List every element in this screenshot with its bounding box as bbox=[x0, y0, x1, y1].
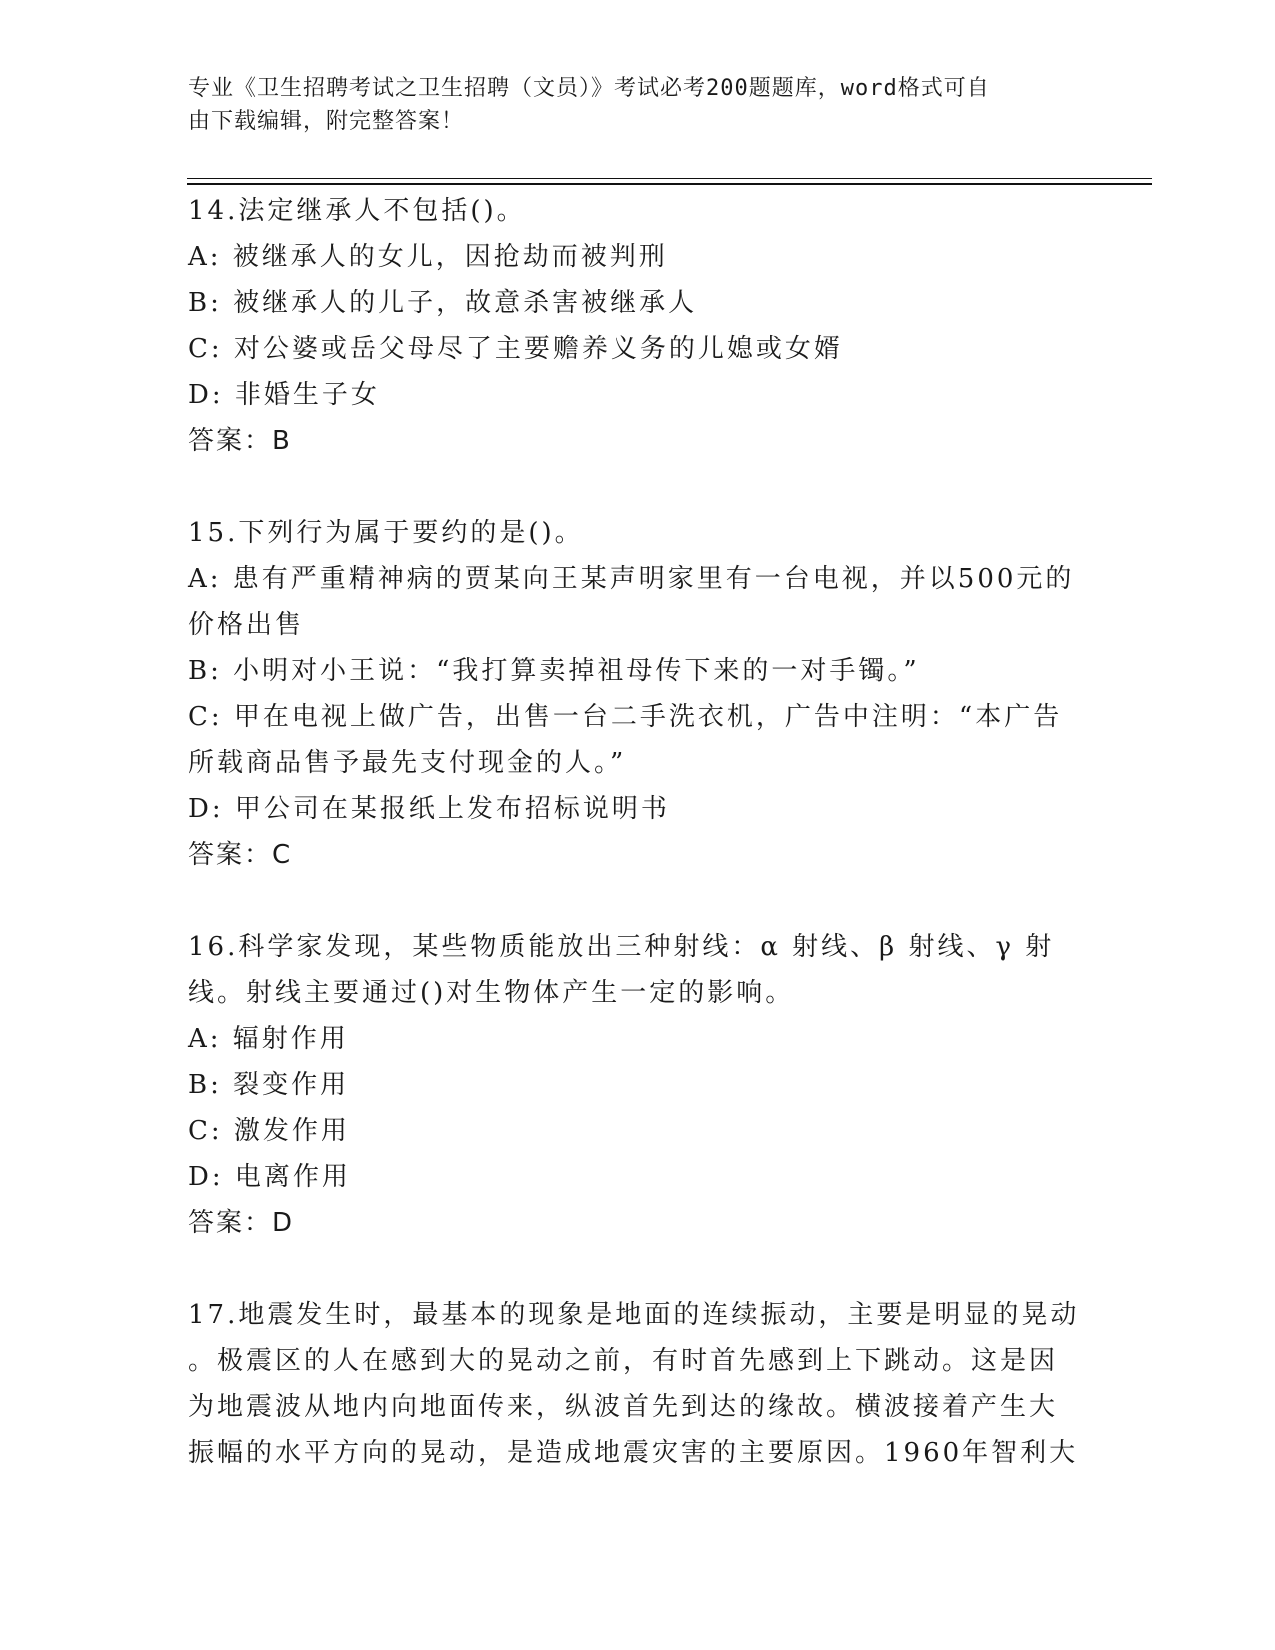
option-c-continued: 所载商品售予最先支付现金的人。” bbox=[188, 748, 627, 778]
answer-line: 答案：C bbox=[188, 840, 293, 870]
question-stem: 17.地震发生时，最基本的现象是地面的连续振动，主要是明显的晃动 bbox=[188, 1300, 1080, 1330]
option-a: A: 被继承人的女儿，因抢劫而被判刑 bbox=[188, 242, 668, 272]
question-15 bbox=[188, 510, 1088, 878]
answer-line: 答案：B bbox=[188, 426, 292, 456]
option-c: C: 甲在电视上做广告，出售一台二手洗衣机，广告中注明：“本广告 bbox=[188, 702, 1063, 732]
header-divider bbox=[187, 178, 1152, 179]
answer-line: 答案：D bbox=[188, 1208, 295, 1238]
option-d: D: 甲公司在某报纸上发布招标说明书 bbox=[188, 794, 670, 824]
option-a: A: 辐射作用 bbox=[188, 1024, 349, 1054]
question-stem-continued: 为地震波从地内向地面传来，纵波首先到达的缘故。横波接着产生大 bbox=[188, 1392, 1059, 1422]
option-b: B: 裂变作用 bbox=[188, 1070, 350, 1100]
question-stem: 16.科学家发现，某些物质能放出三种射线：α 射线、β 射线、γ 射 bbox=[188, 932, 1055, 962]
header-divider-thick bbox=[187, 183, 1152, 185]
document-header bbox=[188, 72, 1068, 138]
question-stem-continued: 振幅的水平方向的晃动，是造成地震灾害的主要原因。1960年智利大 bbox=[188, 1438, 1079, 1468]
question-16 bbox=[188, 924, 1088, 1246]
option-c: C: 对公婆或岳父母尽了主要赡养义务的儿媳或女婿 bbox=[188, 334, 843, 364]
option-b: B: 被继承人的儿子，故意杀害被继承人 bbox=[188, 288, 698, 318]
option-a-continued: 价格出售 bbox=[188, 610, 305, 640]
question-14 bbox=[188, 188, 1088, 464]
question-stem-continued: 线。射线主要通过()对生物体产生一定的影响。 bbox=[188, 978, 795, 1008]
header-line: 由下载编辑，附完整答案！ bbox=[188, 109, 465, 134]
question-17 bbox=[188, 1292, 1088, 1476]
option-b: B: 小明对小王说：“我打算卖掉祖母传下来的一对手镯。” bbox=[188, 656, 920, 686]
question-stem: 14.法定继承人不包括()。 bbox=[188, 196, 526, 226]
option-c: C: 激发作用 bbox=[188, 1116, 350, 1146]
question-list bbox=[188, 188, 1088, 1476]
option-d: D: 非婚生子女 bbox=[188, 380, 380, 410]
header-line: 专业《卫生招聘考试之卫生招聘（文员）》考试必考200题题库，word格式可自 bbox=[188, 76, 990, 101]
option-d: D: 电离作用 bbox=[188, 1162, 351, 1192]
option-a: A: 患有严重精神病的贾某向王某声明家里有一台电视，并以500元的 bbox=[188, 564, 1075, 594]
question-stem: 15.下列行为属于要约的是()。 bbox=[188, 518, 584, 548]
question-stem-continued: 。极震区的人在感到大的晃动之前，有时首先感到上下跳动。这是因 bbox=[188, 1346, 1059, 1376]
